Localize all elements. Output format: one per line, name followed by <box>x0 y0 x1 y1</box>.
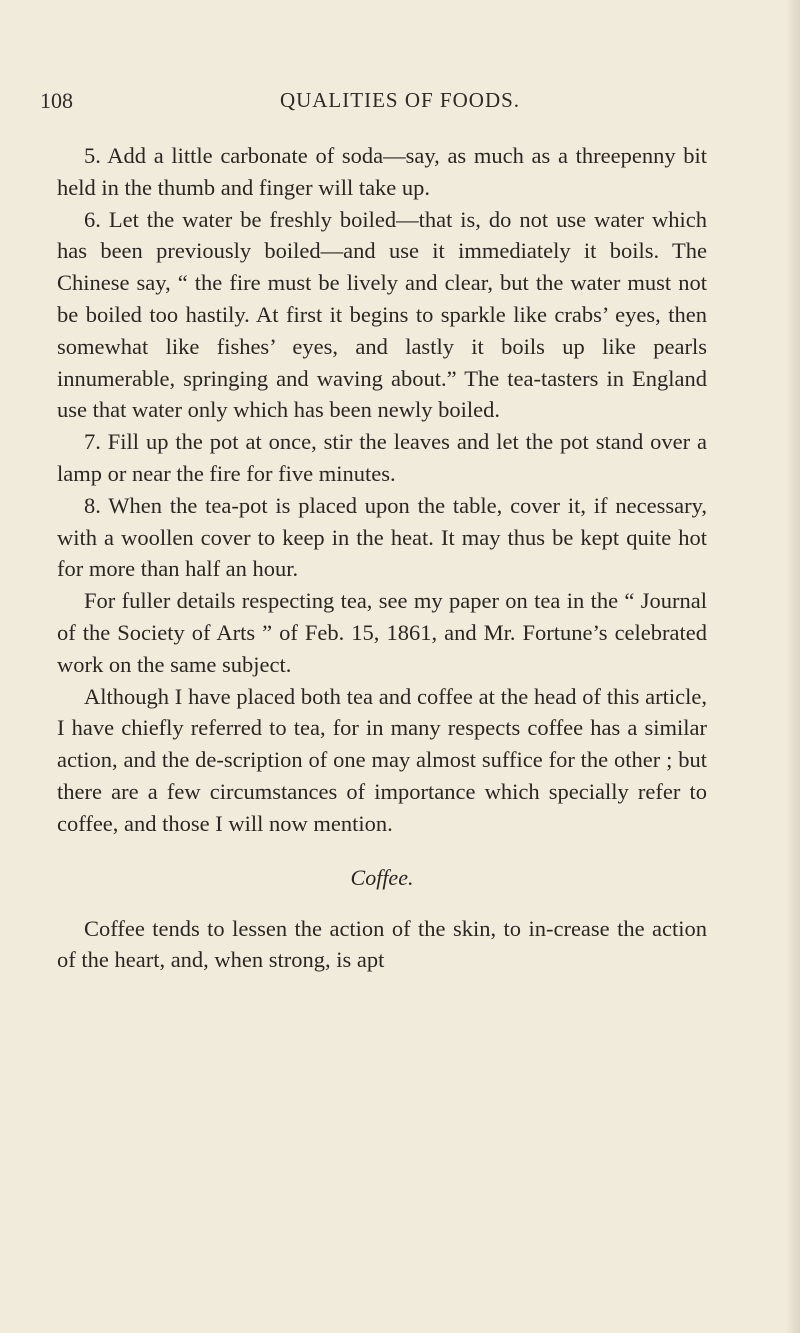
paragraph-step-7: 7. Fill up the pot at once, stir the leaves and let the pot stand over a lamp or near the fire for five minutes. <box>57 429 707 486</box>
body-text <box>57 140 707 976</box>
paragraph-coffee-effects: Coffee tends to lessen the action of the skin, to in-crease the action of the heart, and, when strong, is apt <box>57 915 707 973</box>
paragraph-step-6: 6. Let the water be freshly boiled—that is, do not use water which has been previously boiled—and use it immediately it boils. The Chinese say, “ the fire must be lively and clear, but the water must not be boiled too hastily. At first it begins to sparkle like crabs’ eyes, then somewhat like fishes’ eyes, and lastly it boils up like pearls innumerable, springing and waving about.” The tea-tasters in England use that water only which has been newly boiled. <box>57 206 707 423</box>
paragraph-tea-and-coffee: Although I have placed both tea and coffee at the head of this article, I have chiefly referred to tea, for in many respects coffee has a similar action, and the de-scription of one may almost suffice for the other ; but there are a few circumstances of importance which specially refer to coffee, and those I will now mention. <box>57 683 707 836</box>
page-number: 108 <box>40 88 73 113</box>
paragraph-step-5: 5. Add a little carbonate of soda—say, as much as a threepenny bit held in the thumb and finger will take up. <box>57 143 707 200</box>
page-header <box>40 88 740 118</box>
paragraph-further-reading: For fuller details respecting tea, see my paper on tea in the “ Journal of the Society of Arts ” of Feb. 15, 1861, and Mr. Fortune’s celebrated work on the same subject. <box>57 588 707 677</box>
section-heading-coffee: Coffee. <box>350 864 414 890</box>
paragraph-step-8: 8. When the tea-pot is placed upon the table, cover it, if necessary, with a woollen cover to keep in the heat. It may thus be kept quite hot for more than half an hour. <box>57 492 707 582</box>
running-title: QUALITIES OF FOODS. <box>279 88 521 112</box>
